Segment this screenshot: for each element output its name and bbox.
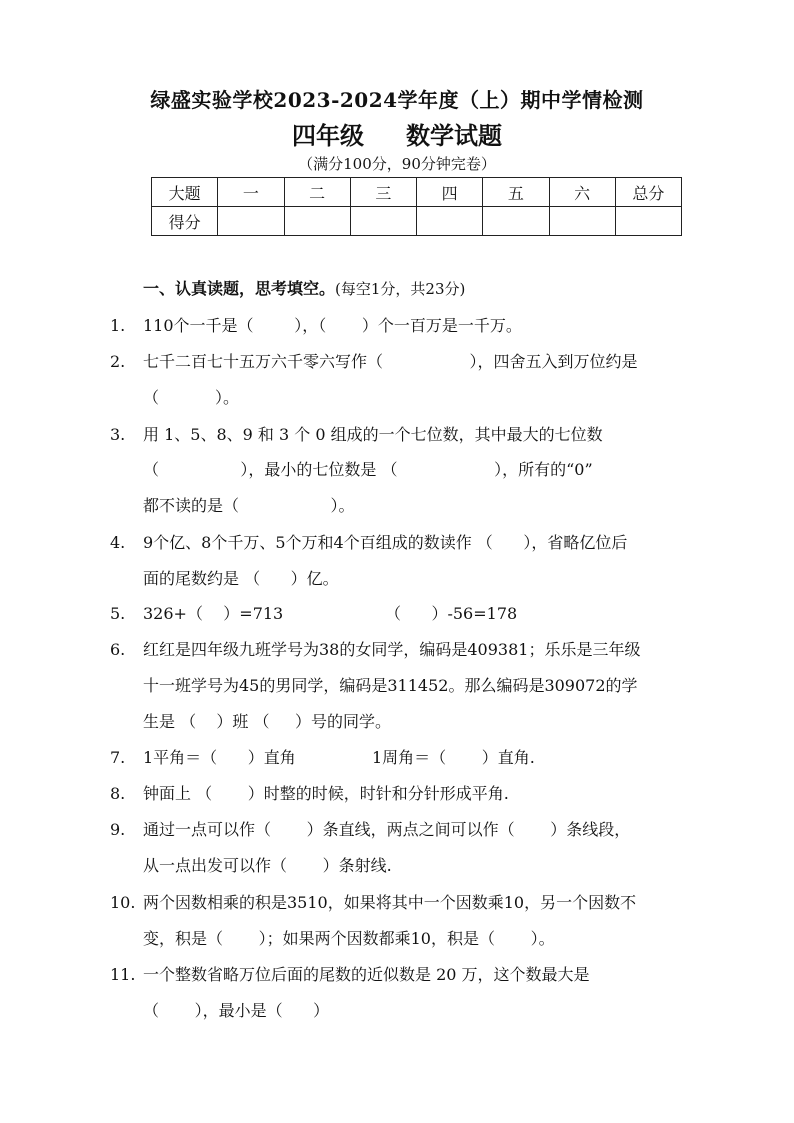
question-text: （ ），最小的七位数是 （ ），所有的“0” (143, 460, 593, 479)
score-row-label: 得分 (152, 207, 218, 236)
score-cell[interactable] (218, 207, 284, 236)
question-text: 110个一千是（ ），（ ）个一百万是一千万。 (143, 316, 522, 335)
question-number: 5. (110, 604, 126, 623)
question-text: 面的尾数约是 （ ）亿。 (143, 569, 339, 588)
question-line (110, 530, 730, 553)
score-cell[interactable] (350, 207, 416, 236)
question-line (110, 349, 730, 372)
score-table (151, 177, 682, 236)
question-line (110, 313, 730, 336)
question-text: 1平角＝（ ）直角 1周角＝（ ）直角. (143, 748, 535, 767)
question-line (110, 998, 730, 1021)
question-line (110, 781, 730, 804)
subject-label: 数学试题 (406, 122, 502, 150)
exam-title: 绿盛实验学校2023-2024学年度（上）期中学情检测 (150, 88, 644, 112)
score-header-cell: 二 (284, 178, 350, 207)
question-line (110, 637, 730, 660)
score-cell[interactable] (417, 207, 483, 236)
question-line (110, 926, 730, 949)
question-number: 2. (110, 352, 126, 371)
score-header-cell: 四 (417, 178, 483, 207)
question-text: （ ），最小是（ ） (143, 1001, 330, 1020)
score-cell[interactable] (549, 207, 615, 236)
question-line (110, 385, 730, 408)
question-text: 9个亿、8个千万、5个万和4个百组成的数读作 （ ），省略亿位后 (143, 533, 628, 552)
score-cell[interactable] (284, 207, 350, 236)
score-table-score-row (152, 207, 682, 236)
exam-subtitle (0, 116, 794, 151)
question-number: 9. (110, 820, 126, 839)
question-line (110, 457, 730, 480)
score-cell[interactable] (483, 207, 549, 236)
exam-note: （满分100分，90分钟完卷） (298, 155, 496, 173)
question-text: 326+（ ）=713 （ ）-56=178 (143, 604, 518, 623)
section-1-points: (每空1分，共23分) (335, 280, 466, 298)
question-text: （ ）。 (143, 388, 239, 407)
question-line (110, 422, 730, 445)
question-line (110, 745, 730, 768)
question-line (110, 673, 730, 696)
question-text: 从一点出发可以作（ ）条射线. (143, 856, 392, 875)
question-line (110, 890, 730, 913)
question-text: 都不读的是（ ）。 (143, 496, 355, 515)
score-header-cell: 总分 (615, 178, 681, 207)
question-text: 用 1、5、8、9 和 3 个 0 组成的一个七位数，其中最大的七位数 (143, 425, 603, 444)
question-line (110, 962, 730, 985)
question-text: 十一班学号为45的男同学，编码是311452。那么编码是309072的学 (143, 676, 638, 695)
question-line (110, 566, 730, 589)
score-header-cell: 三 (350, 178, 416, 207)
question-number: 8. (110, 784, 126, 803)
question-number: 3. (110, 425, 126, 444)
score-header-cell: 一 (218, 178, 284, 207)
question-number: 6. (110, 640, 126, 659)
score-header-cell: 大题 (152, 178, 218, 207)
score-header-cell: 六 (549, 178, 615, 207)
question-line (110, 817, 730, 840)
question-text: 变，积是（ ）；如果两个因数都乘10，积是（ ）。 (143, 929, 555, 948)
question-number: 11. (110, 965, 136, 984)
question-text: 两个因数相乘的积是3510，如果将其中一个因数乘10，另一个因数不 (143, 893, 637, 912)
question-text: 钟面上 （ ）时整的时候，时针和分针形成平角. (143, 784, 509, 803)
question-line (110, 493, 730, 516)
question-number: 10. (110, 893, 136, 912)
question-line (110, 709, 730, 732)
question-number: 7. (110, 748, 126, 767)
question-number: 4. (110, 533, 126, 552)
question-text: 七千二百七十五万六千零六写作（ ），四舍五入到万位约是 (143, 352, 638, 371)
question-line (110, 601, 730, 624)
question-line (110, 853, 730, 876)
question-text: 红红是四年级九班学号为38的女同学，编码是409381；乐乐是三年级 (143, 640, 641, 659)
question-text: 生是 （ ）班 （ ）号的同学。 (143, 712, 391, 731)
question-number: 1. (110, 316, 126, 335)
section-1-title: 一、认真读题，思考填空。 (143, 279, 336, 298)
section-1-heading (143, 276, 465, 299)
grade-label: 四年级 (292, 122, 364, 150)
score-table-header-row (152, 178, 682, 207)
question-text: 一个整数省略万位后面的尾数的近似数是 20 万，这个数最大是 (143, 965, 590, 984)
question-text: 通过一点可以作（ ）条直线，两点之间可以作（ ）条线段， (143, 820, 631, 839)
score-header-cell: 五 (483, 178, 549, 207)
score-cell[interactable] (615, 207, 681, 236)
